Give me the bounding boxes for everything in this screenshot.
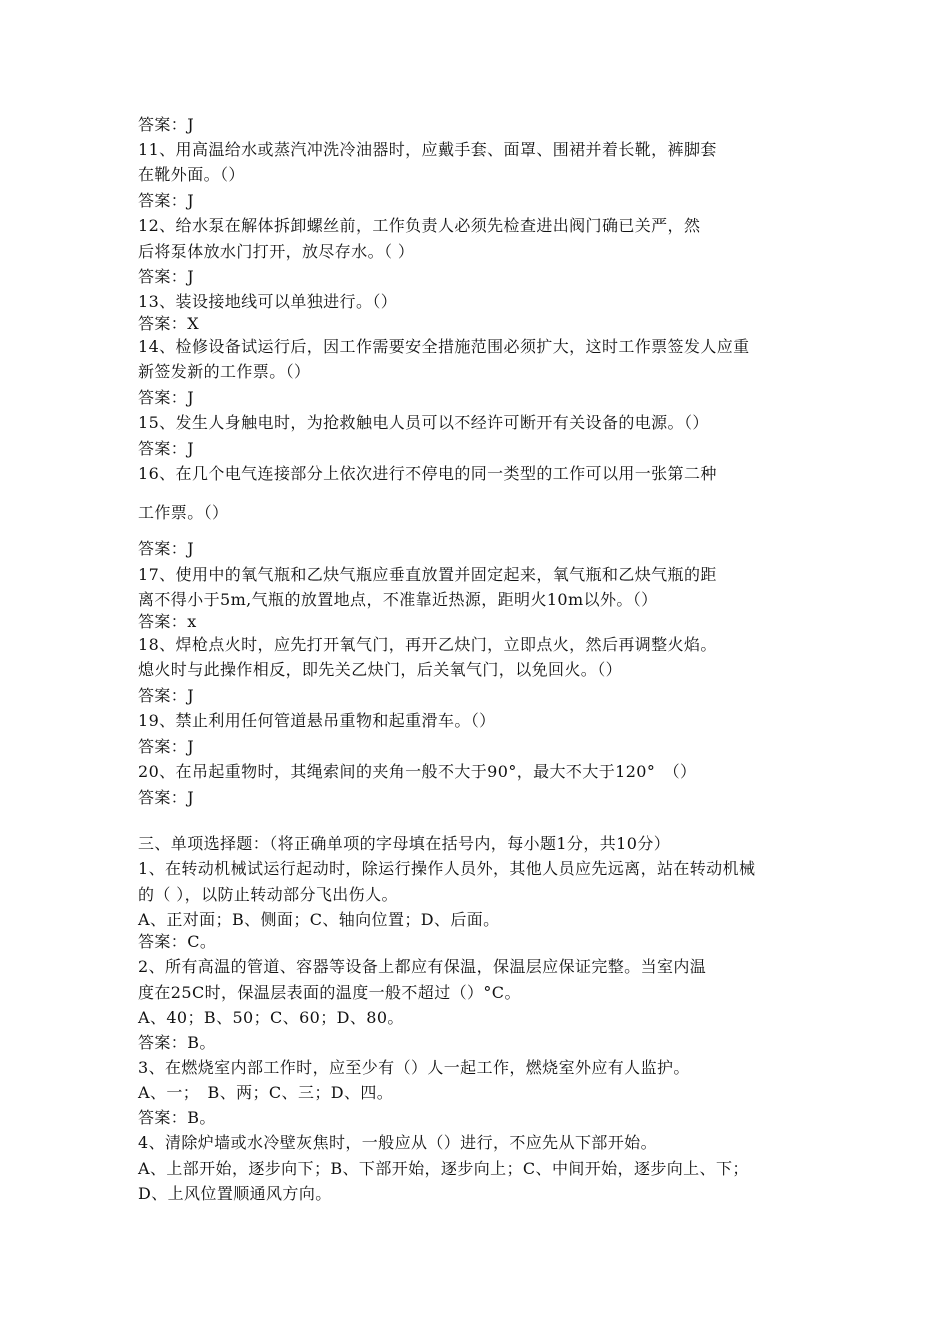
question-line: 度在25C时，保温层表面的温度一般不超过（）°C。 — [138, 983, 521, 1002]
answer-line: 答案：J — [138, 539, 195, 558]
question-line: 熄火时与此操作相反，即先关乙炔门，后关氧气门，以免回火。（） — [138, 660, 623, 679]
answer-line: 答案：J — [138, 686, 195, 705]
question-line: 离不得小于5m,气瓶的放置地点，不准靠近热源，距明火10m以外。（） — [138, 590, 658, 609]
answer-line: 答案：J — [138, 267, 195, 286]
answer-line: 答案：J — [138, 191, 195, 210]
section-heading: 三、单项选择题：（将正确单项的字母填在括号内，每小题1分，共10分） — [138, 834, 671, 853]
options-line: D、上风位置顺通风方向。 — [138, 1184, 332, 1203]
question-line: 1、在转动机械试运行起动时，除运行操作人员外，其他人员应先远离，站在转动机械 — [138, 859, 756, 878]
question-line: 的（ ），以防止转动部分飞出伤人。 — [138, 885, 398, 904]
question-line: 14、检修设备试运行后，因工作需要安全措施范围必须扩大，这时工作票签发人应重 — [138, 337, 750, 356]
options-line: A、一； B、两；C、三；D、四。 — [138, 1083, 394, 1102]
answer-line: 答案：J — [138, 788, 195, 807]
answer-line: 答案：J — [138, 115, 195, 134]
answer-line: 答案：J — [138, 439, 195, 458]
question-line: 12、给水泵在解体拆卸螺丝前，工作负责人必须先检查进出阀门确已关严，然 — [138, 216, 701, 235]
question-line: 新签发新的工作票。（） — [138, 362, 311, 381]
question-line: 20、在吊起重物时，其绳索间的夹角一般不大于90°，最大不大于120° （） — [138, 762, 697, 781]
question-line: 17、使用中的氧气瓶和乙炔气瓶应垂直放置并固定起来，氧气瓶和乙炔气瓶的距 — [138, 565, 717, 584]
question-line: 15、发生人身触电时，为抢救触电人员可以不经许可断开有关设备的电源。（） — [138, 413, 709, 432]
question-line: 2、所有高温的管道、容器等设备上都应有保温，保温层应保证完整。当室内温 — [138, 957, 707, 976]
question-line: 18、焊枪点火时，应先打开氧气门，再开乙炔门，立即点火，然后再调整火焰。 — [138, 635, 717, 654]
answer-line: 答案：C。 — [138, 932, 217, 951]
question-line: 19、禁止利用任何管道悬吊重物和起重滑车。（） — [138, 711, 496, 730]
answer-line: 答案：B。 — [138, 1108, 216, 1127]
options-line: A、40；B、50；C、60；D、80。 — [138, 1008, 404, 1027]
answer-line: 答案：B。 — [138, 1033, 216, 1052]
question-line: 16、在几个电气连接部分上依次进行不停电的同一类型的工作可以用一张第二种 — [138, 464, 717, 483]
options-line: A、上部开始，逐步向下；B、下部开始，逐步向上；C、中间开始，逐步向上、下； — [138, 1159, 749, 1178]
question-line: 3、在燃烧室内部工作时，应至少有（）人一起工作，燃烧室外应有人监护。 — [138, 1058, 690, 1077]
question-line: 在靴外面。（） — [138, 165, 245, 184]
answer-line: 答案：J — [138, 737, 195, 756]
question-line: 13、装设接地线可以单独进行。（） — [138, 292, 398, 311]
answer-line: 答案：x — [138, 612, 197, 631]
options-line: A、正对面；B、侧面；C、轴向位置；D、后面。 — [138, 910, 500, 929]
question-line: 后将泵体放水门打开，放尽存水。（ ） — [138, 242, 415, 261]
question-line: 11、用高温给水或蒸汽冲洗冷油器时，应戴手套、面罩、围裙并着长靴，裤脚套 — [138, 140, 717, 159]
answer-line: 答案：J — [138, 388, 195, 407]
question-line: 工作票。（） — [138, 503, 229, 522]
question-line: 4、清除炉墙或水冷壁灰焦时，一般应从（）进行，不应先从下部开始。 — [138, 1133, 657, 1152]
answer-line: 答案：X — [138, 314, 199, 333]
